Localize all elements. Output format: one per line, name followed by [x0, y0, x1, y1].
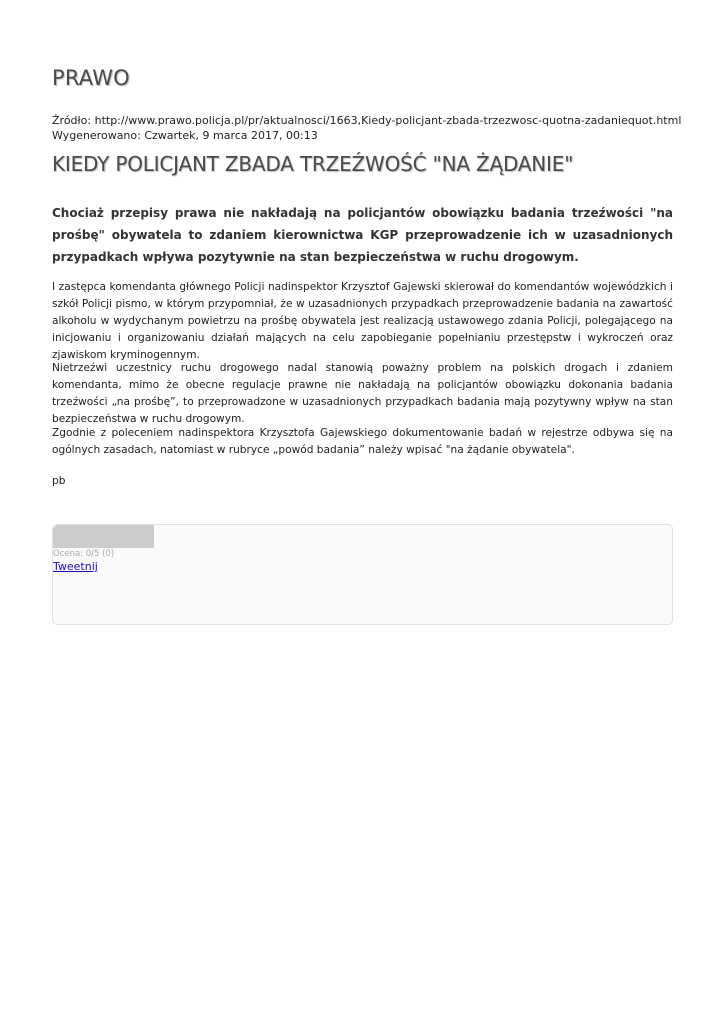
generated-line [52, 128, 681, 143]
tweet-link[interactable]: Tweetnij [53, 560, 98, 573]
site-title: PRAWO [52, 66, 130, 90]
rating-stars-bar[interactable] [53, 525, 154, 548]
article-paragraph: Nietrzeźwi uczestnicy ruchu drogowego nadal stanowią poważny problem na polskich drogach i zdaniem komendanta, mimo że obecne regulacje prawne nie nakładają na policjantów obowiązku dokonania badania trzeźwości „na prośbę”, to przeprowadzone w uzasadnionych przypadkach badania mają pozytywny wpływ na stan bezpieczeństwa w ruchu drogowym. [52, 362, 673, 425]
rating-text: Ocena: 0/5 (0) [53, 549, 115, 559]
article-lead: Chociaż przepisy prawa nie nakładają na policjantów obowiązku badania trzeźwości "na prośbę" obywatela to zdaniem kierownictwa KGP przeprowadzenie ich w uzasadnionych przypadkach wpływa pozytywnie na stan bezpieczeństwa w ruchu drogowym. [52, 206, 673, 264]
generated-label: Wygenerowano: [52, 129, 141, 142]
article-paragraph: I zastępca komendanta głównego Policji nadinspektor Krzysztof Gajewski skierował do komendantów wojewódzkich i szkół Policji pismo, w którym przypomniał, że w uzasadnionych przypadkach przeprowadzenie badania na zawartość alkoholu w wydychanym powietrzu na prośbę obywatela jest realizacją ustawowego zdania Policji, polegającego na inicjowaniu i organizowaniu działań mających na celu zapobieganie popełnianiu przestępstw i wykroczeń oraz zjawiskom kryminogennym. [52, 281, 673, 361]
article-paragraph: Zgodnie z poleceniem nadinspektora Krzysztofa Gajewskiego dokumentowanie badań w rejestrze odbywa się na ogólnych zasadach, natomiast w rubryce „powód badania” należy wpisać "na żądanie obywatela". [52, 427, 673, 456]
source-url: http://www.prawo.policja.pl/pr/aktualnosci/1663,Kiedy-policjant-zbada-trzezwosc-quotna-zadaniequot.html [94, 114, 682, 127]
source-label: Źródło: [52, 114, 92, 127]
rating-share-box [52, 524, 673, 625]
generated-date: Czwartek, 9 marca 2017, 00:13 [144, 129, 318, 142]
document-meta [52, 113, 681, 143]
article-signature: pb [52, 475, 66, 487]
source-line [52, 113, 681, 128]
article-title: KIEDY POLICJANT ZBADA TRZEŹWOŚĆ "NA ŻĄDANIE" [52, 152, 574, 176]
